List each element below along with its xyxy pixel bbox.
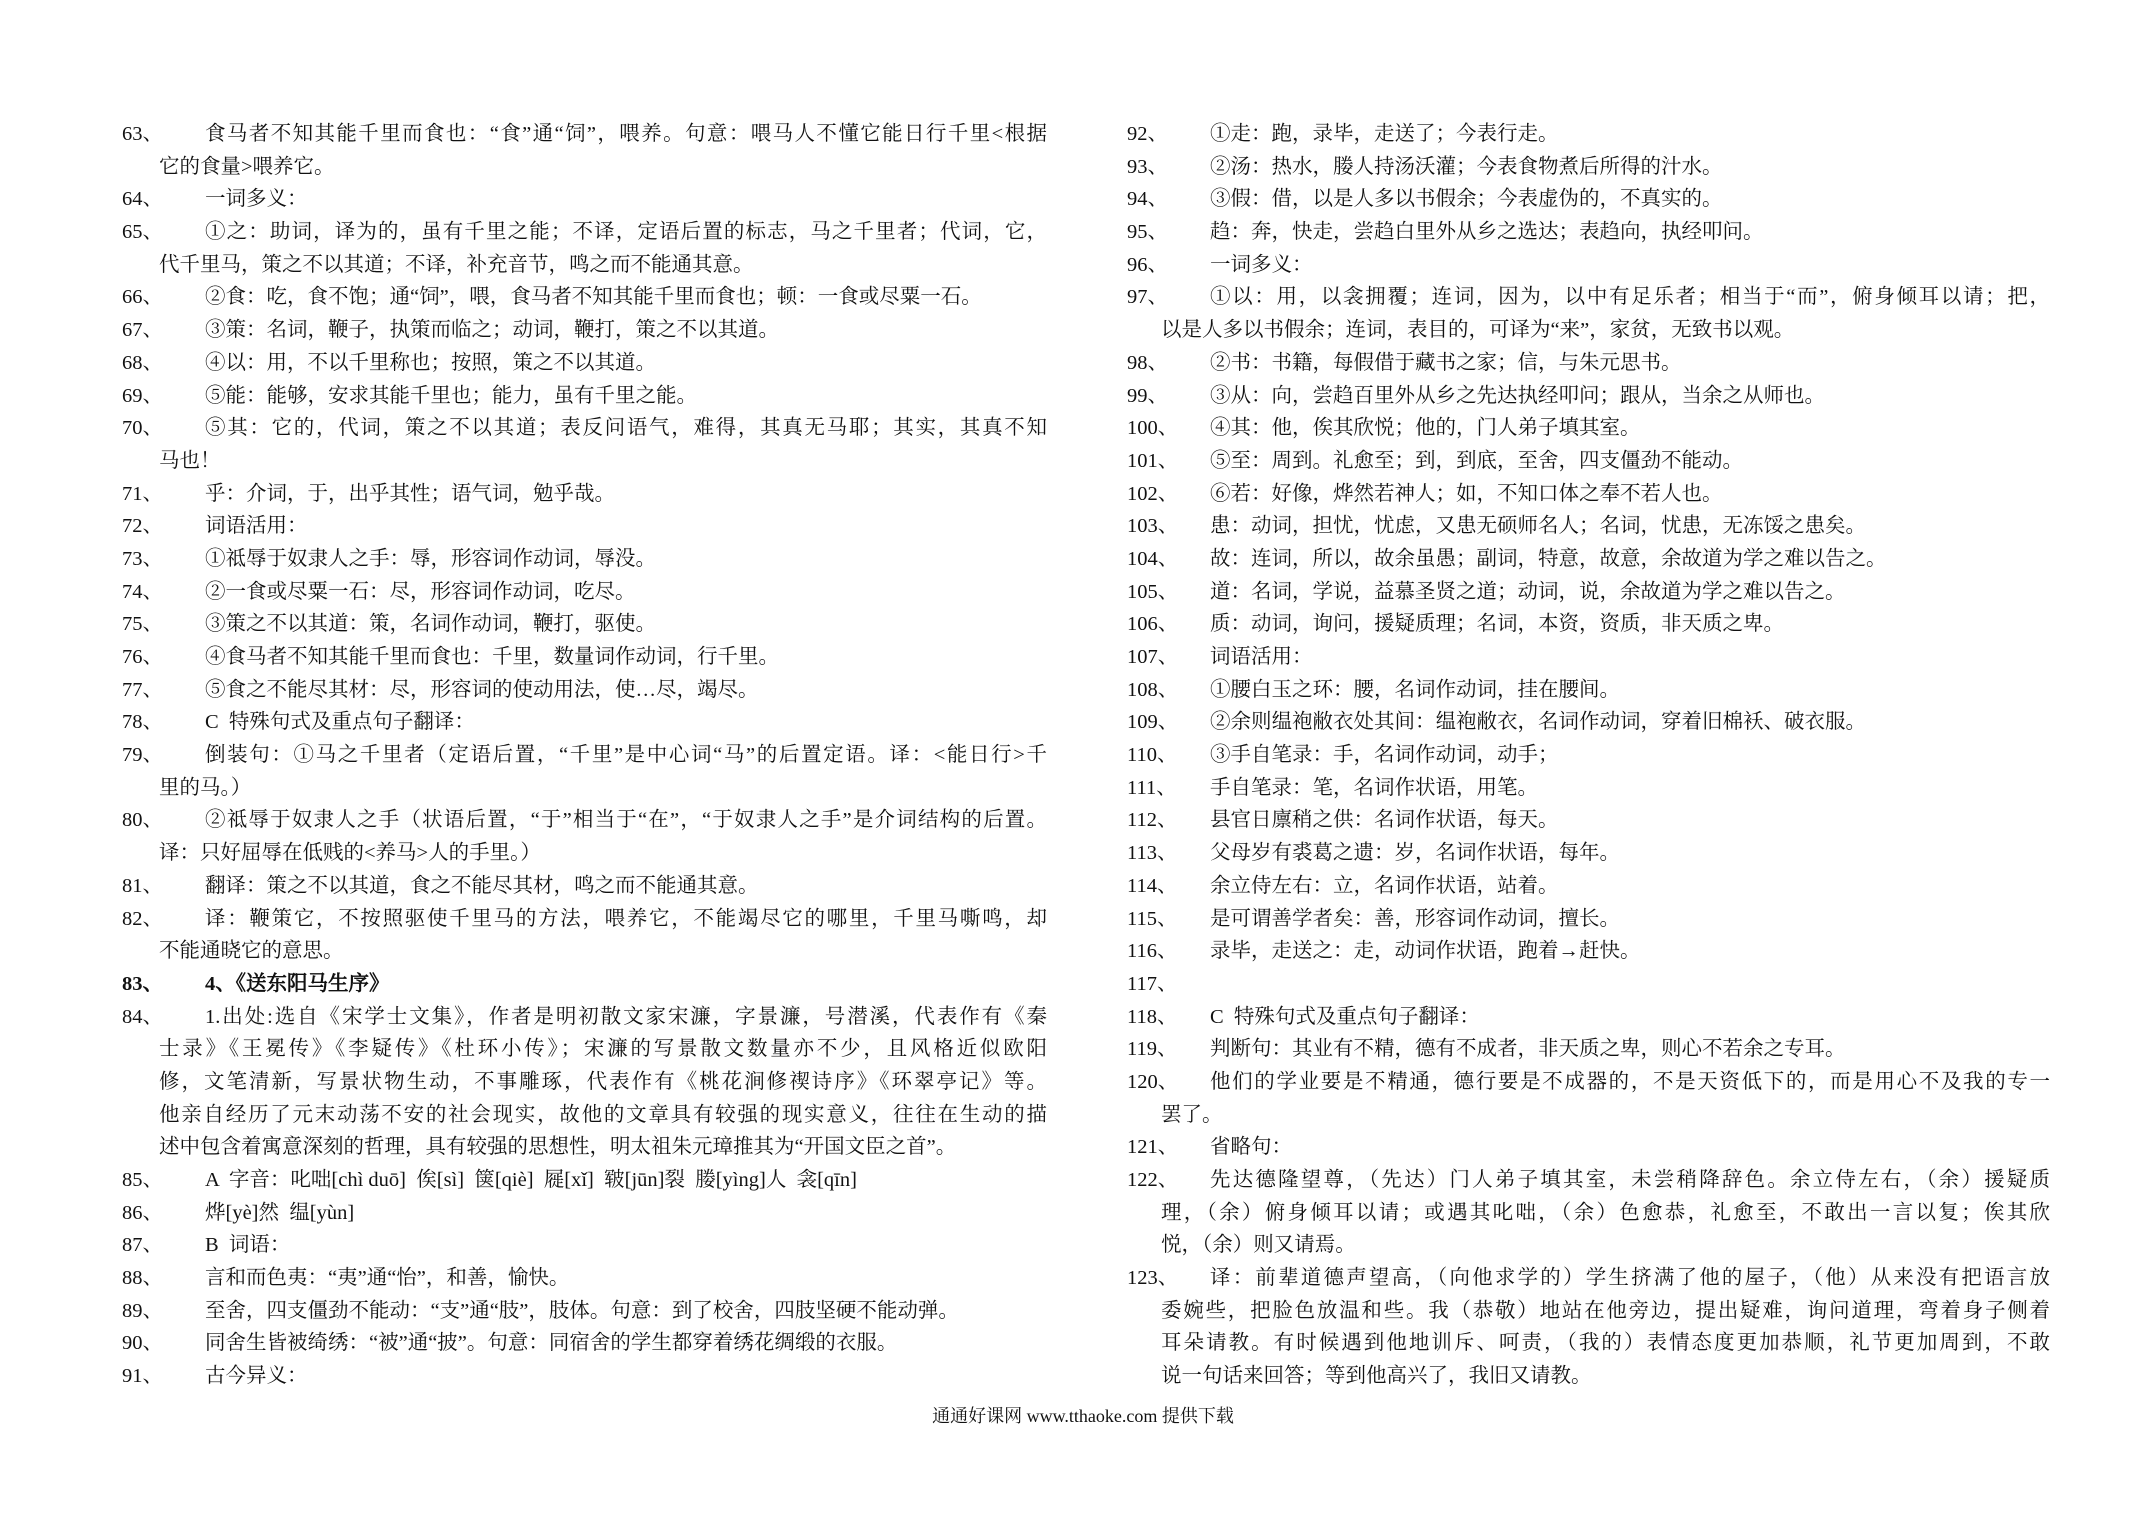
note-text-line: 父母岁有裘葛之遗：岁，名词作状语，每年。 xyxy=(1210,842,1620,865)
note-text-line: ③手自笔录：手，名词作动词，动手； xyxy=(1210,744,1559,767)
note-text-line: ④以：用，不以千里称也；按照，策之不以其道。 xyxy=(205,351,656,374)
note-entry xyxy=(122,380,1047,413)
note-text-line: 马也！ xyxy=(159,449,221,472)
note-entry xyxy=(1127,249,2050,282)
line-number: 78、 xyxy=(122,711,163,734)
line-number: 90、 xyxy=(122,1332,163,1355)
note-entry xyxy=(122,314,1047,347)
note-text-line: ①走：跑，录毕，走送了；今表行走。 xyxy=(1210,123,1559,145)
line-number: 121、 xyxy=(1127,1136,1179,1159)
note-text-line: 故：连词，所以，故余虽愚；副词，特意，故意，余故道为学之难以告之。 xyxy=(1210,547,1887,570)
line-number: 108、 xyxy=(1127,678,1179,701)
note-text-line xyxy=(1210,968,2050,1001)
line-number: 83、 xyxy=(122,972,163,995)
line-number: 104、 xyxy=(1127,547,1179,570)
note-entry xyxy=(122,1295,1047,1328)
line-number: 70、 xyxy=(122,417,163,440)
line-number: 73、 xyxy=(122,547,163,570)
note-text-line: ③假：借，以是人多以书假余；今表虚伪的，不真实的。 xyxy=(1210,188,1723,211)
line-number: 81、 xyxy=(122,874,163,897)
note-entry xyxy=(1127,576,2050,609)
note-entry xyxy=(1127,216,2050,249)
line-number: 69、 xyxy=(122,384,163,407)
section-heading xyxy=(122,968,1047,1001)
note-text-line: 士录》《王冕传》《李疑传》《杜环小传》；宋濂的写景散文数量亦不少，且风格近似欧阳 xyxy=(159,1038,1047,1061)
line-number: 122、 xyxy=(1127,1169,1179,1191)
note-entry xyxy=(1127,1164,2050,1262)
line-number: 103、 xyxy=(1127,515,1179,538)
note-text-line: 悦，（余）则又请焉。 xyxy=(1161,1234,1356,1257)
note-entry xyxy=(122,739,1047,804)
note-entry xyxy=(1127,870,2050,903)
note-text-line: 理，（余）俯身倾耳以请；或遇其叱咄，（余）色愈恭，礼愈至，不敢出一言以复；俟其欣 xyxy=(1161,1201,2050,1224)
line-number: 112、 xyxy=(1127,809,1178,832)
note-text-line: 述中包含着寓意深刻的哲理，具有较强的思想性，明太祖朱元璋推其为“开国文臣之首”。 xyxy=(159,1136,957,1159)
note-text-line: 余立侍左右：立，名词作状语，站着。 xyxy=(1210,874,1559,897)
note-text-line: 译：前辈道德声望高，（向他求学的）学生挤满了他的屋子，（他）从来没有把语言放 xyxy=(1210,1267,2050,1290)
note-text-line: B 词语： xyxy=(205,1234,291,1257)
line-number: 82、 xyxy=(122,907,163,930)
note-entry xyxy=(1127,968,2050,1001)
note-entry xyxy=(1127,445,2050,478)
note-entry xyxy=(1127,1131,2050,1164)
right-column xyxy=(1127,118,2050,1393)
line-number: 92、 xyxy=(1127,123,1168,145)
line-number: 105、 xyxy=(1127,580,1179,603)
note-entry xyxy=(1127,837,2050,870)
note-entry xyxy=(122,870,1047,903)
line-number: 88、 xyxy=(122,1267,163,1290)
note-entry xyxy=(1127,347,2050,380)
line-number: 115、 xyxy=(1127,907,1178,930)
line-number: 65、 xyxy=(122,221,163,244)
line-number: 109、 xyxy=(1127,711,1179,734)
note-text-line: 烨[yè]然 缊[yùn] xyxy=(205,1201,355,1224)
note-text-line: 他亲自经历了元末动荡不安的社会现实，故他的文章具有较强的现实意义，往往在生动的描 xyxy=(159,1103,1047,1126)
line-number: 101、 xyxy=(1127,449,1179,472)
line-number: 80、 xyxy=(122,809,163,832)
note-text-line: 道：名词，学说，益慕圣贤之道；动词，说，余故道为学之难以告之。 xyxy=(1210,580,1846,603)
note-entry xyxy=(1127,412,2050,445)
line-number: 99、 xyxy=(1127,384,1168,407)
note-entry xyxy=(122,903,1047,968)
note-text-line: 1.出处:选自《宋学士文集》，作者是明初散文家宋濂，字景濂，号潜溪，代表作有《秦 xyxy=(205,1005,1047,1028)
note-entry xyxy=(122,1164,1047,1197)
note-text-line: 说一句话来回答；等到他高兴了，我旧又请教。 xyxy=(1161,1365,1592,1388)
line-number: 85、 xyxy=(122,1169,163,1191)
note-entry xyxy=(1127,903,2050,936)
line-number: 102、 xyxy=(1127,482,1179,505)
note-entry xyxy=(122,1262,1047,1295)
note-entry xyxy=(122,1327,1047,1360)
note-text-line: 是可谓善学者矣：善，形容词作动词，擅长。 xyxy=(1210,907,1620,930)
note-text-line: 至舍，四支僵劲不能动：“支”通“肢”，肢体。句意：到了校舍，四肢坚硬不能动弹。 xyxy=(205,1299,959,1322)
line-number: 113、 xyxy=(1127,842,1178,865)
note-text-line: ②祗辱于奴隶人之手（状语后置，“于”相当于“在”，“于奴隶人之手”是介词结构的后置。 xyxy=(205,809,1047,832)
note-text-line: ①祗辱于奴隶人之手：辱，形容词作动词，辱没。 xyxy=(205,547,656,570)
note-text-line: 录毕，走送之：走，动词作状语，跑着→赶快。 xyxy=(1210,940,1641,963)
note-entry xyxy=(1127,674,2050,707)
note-text-line: 食马者不知其能千里而食也：“食”通“饲”，喂养。句意：喂马人不懂它能日行千里<根据 xyxy=(205,123,1047,145)
note-entry xyxy=(1127,641,2050,674)
note-text-line: 患：动词，担忧，忧虑，又患无硕师名人；名词，忧患，无冻馁之患矣。 xyxy=(1210,515,1866,538)
footer-source-credit: 通通好课网 www.tthaoke.com 提供下载 xyxy=(932,1406,1234,1426)
line-number: 66、 xyxy=(122,286,163,309)
note-text-line: 以是人多以书假余；连词，表目的，可译为“来”，家贫，无致书以观。 xyxy=(1161,319,1795,342)
note-entry xyxy=(122,510,1047,543)
note-entry xyxy=(122,641,1047,674)
note-text-line: 词语活用： xyxy=(205,515,308,538)
note-text-line: 4、《送东阳马生序》 xyxy=(205,972,390,995)
note-text-line: 古今异义： xyxy=(205,1365,308,1388)
note-text-line: A 字音：叱咄[chì duō] 俟[sì] 箧[qiè] 屣[xǐ] 皲[jūn]裂 媵[yìng]人 衾[qīn] xyxy=(205,1169,857,1191)
note-text-line: 趋：奔，快走，尝趋白里外从乡之选达；表趋向，执经叩问。 xyxy=(1210,221,1764,244)
note-text-line: ④其：他，俟其欣悦；他的，门人弟子填其室。 xyxy=(1210,417,1641,440)
line-number: 93、 xyxy=(1127,155,1168,178)
note-entry xyxy=(122,1197,1047,1230)
note-text-line: ②一食或尽粟一石：尽，形容词作动词，吃尽。 xyxy=(205,580,636,603)
note-entry xyxy=(122,1360,1047,1393)
note-text-line: ②余则缊袍敝衣处其间：缊袍敝衣，名词作动词，穿着旧棉袄、破衣服。 xyxy=(1210,711,1866,734)
note-text-line: 罢了。 xyxy=(1161,1103,1223,1126)
note-entry xyxy=(122,118,1047,183)
note-entry xyxy=(1127,739,2050,772)
note-text-line: 质：动词，询问，援疑质理；名词，本资，资质，非天质之卑。 xyxy=(1210,613,1784,636)
note-entry xyxy=(1127,380,2050,413)
line-number: 114、 xyxy=(1127,874,1178,897)
line-number: 120、 xyxy=(1127,1070,1179,1093)
line-number: 79、 xyxy=(122,744,163,767)
note-entry xyxy=(1127,772,2050,805)
note-text-line: 委婉些，把脸色放温和些。我（恭敬）地站在他旁边，提出疑难，询问道理，弯着身子侧着 xyxy=(1161,1299,2050,1322)
note-text-line: ③策：名词，鞭子，执策而临之；动词，鞭打，策之不以其道。 xyxy=(205,319,779,342)
note-entry xyxy=(1127,608,2050,641)
line-number: 68、 xyxy=(122,351,163,374)
line-number: 94、 xyxy=(1127,188,1168,211)
note-entry xyxy=(1127,118,2050,151)
note-text-line: 译：鞭策它，不按照驱使千里马的方法，喂养它，不能竭尽它的哪里，千里马嘶鸣，却 xyxy=(205,907,1047,930)
note-text-line: 词语活用： xyxy=(1210,646,1313,668)
line-number: 95、 xyxy=(1127,221,1168,244)
note-entry xyxy=(1127,281,2050,346)
note-text-line: C 特殊句式及重点句子翻译： xyxy=(1210,1005,1480,1028)
note-text-line: ③策之不以其道：策，名词作动词，鞭打，驱使。 xyxy=(205,613,656,636)
note-text-line: 判断句：其业有不精，德有不成者，非天质之卑，则心不若余之专耳。 xyxy=(1210,1038,1846,1061)
note-entry xyxy=(1127,543,2050,576)
line-number: 84、 xyxy=(122,1005,163,1028)
note-text-line: ②汤：热水，媵人持汤沃灌；今表食物煮后所得的汁水。 xyxy=(1210,155,1723,178)
line-number: 64、 xyxy=(122,188,163,211)
note-text-line: ⑤食之不能尽其材：尽，形容词的使动用法，使…尽，竭尽。 xyxy=(205,678,759,701)
line-number: 123、 xyxy=(1127,1267,1179,1290)
note-text-line: 一词多义： xyxy=(1210,253,1313,276)
line-number: 74、 xyxy=(122,580,163,603)
line-number: 106、 xyxy=(1127,613,1179,636)
note-text-line: 言和而色夷：“夷”通“怡”，和善，愉快。 xyxy=(205,1267,570,1290)
line-number: 110、 xyxy=(1127,744,1178,767)
note-entry xyxy=(122,674,1047,707)
note-text-line: ③从：向，尝趋百里外从乡之先达执经叩问；跟从，当余之从师也。 xyxy=(1210,384,1825,407)
note-text-line: 不能通晓它的意思。 xyxy=(159,940,344,963)
note-text-line: 县官日廪稍之供：名词作状语，每天。 xyxy=(1210,809,1559,832)
note-entry xyxy=(1127,510,2050,543)
note-entry xyxy=(122,804,1047,869)
note-entry xyxy=(122,1001,1047,1164)
note-text-line: ①之：助词，译为的，虽有千里之能；不译，定语后置的标志，马之千里者；代词，它， xyxy=(205,221,1047,244)
note-entry xyxy=(122,1229,1047,1262)
line-number: 98、 xyxy=(1127,351,1168,374)
line-number: 87、 xyxy=(122,1234,163,1257)
line-number: 71、 xyxy=(122,482,163,505)
note-text-line: 手自笔录：笔，名词作状语，用笔。 xyxy=(1210,776,1538,799)
note-text-line: ④食马者不知其能千里而食也：千里，数量词作动词，行千里。 xyxy=(205,646,779,668)
note-entry xyxy=(1127,1262,2050,1393)
note-entry xyxy=(122,608,1047,641)
line-number: 117、 xyxy=(1127,972,1178,995)
note-text-line: 同舍生皆被绮绣：“被”通“披”。句意：同宿舍的学生都穿着绣花绸缎的衣服。 xyxy=(205,1332,898,1355)
line-number: 89、 xyxy=(122,1299,163,1322)
line-number: 118、 xyxy=(1127,1005,1178,1028)
line-number: 111、 xyxy=(1127,776,1177,799)
note-entry xyxy=(122,281,1047,314)
note-entry xyxy=(122,543,1047,576)
note-text-line: ①腰白玉之环：腰，名词作动词，挂在腰间。 xyxy=(1210,678,1620,701)
note-text-line: ⑤能：能够，安求其能千里也；能力，虽有千里之能。 xyxy=(205,384,697,407)
line-number: 77、 xyxy=(122,678,163,701)
note-entry xyxy=(122,347,1047,380)
line-number: 97、 xyxy=(1127,286,1168,309)
note-text-line: 代千里马，策之不以其道；不译，补充音节，鸣之而不能通其意。 xyxy=(159,253,754,276)
note-text-line: 修，文笔清新，写景状物生动，不事雕琢，代表作有《桃花涧修禊诗序》《环翠亭记》等。 xyxy=(159,1070,1047,1093)
note-text-line: 一词多义： xyxy=(205,188,308,211)
note-entry xyxy=(122,478,1047,511)
note-text-line: ⑤其：它的，代词，策之不以其道；表反问语气，难得，其真无马耶；其实，其真不知 xyxy=(205,417,1047,440)
note-entry xyxy=(122,412,1047,477)
note-entry xyxy=(122,576,1047,609)
line-number: 116、 xyxy=(1127,940,1178,963)
note-text-line: 乎：介词，于，出乎其性；语气词，勉乎哉。 xyxy=(205,482,615,505)
line-number: 72、 xyxy=(122,515,163,538)
line-number: 76、 xyxy=(122,646,163,668)
note-text-line: C 特殊句式及重点句子翻译： xyxy=(205,711,475,734)
note-entry xyxy=(1127,935,2050,968)
line-number: 75、 xyxy=(122,613,163,636)
line-number: 63、 xyxy=(122,123,163,145)
note-text-line: 它的食量>喂养它。 xyxy=(159,155,335,178)
note-entry xyxy=(1127,706,2050,739)
note-entry xyxy=(1127,1033,2050,1066)
line-number: 91、 xyxy=(122,1365,163,1388)
note-text-line: ①以：用，以衾拥覆；连词，因为，以中有足乐者；相当于“而”，俯身倾耳以请；把， xyxy=(1210,286,2050,309)
note-entry xyxy=(1127,183,2050,216)
note-text-line: 翻译：策之不以其道，食之不能尽其材，鸣之而不能通其意。 xyxy=(205,874,759,897)
note-text-line: 耳朵请教。有时候遇到他地训斥、呵责，（我的）表情态度更加恭顺，礼节更加周到，不敢 xyxy=(1161,1332,2050,1355)
line-number: 96、 xyxy=(1127,253,1168,276)
note-text-line: 译：只好屈辱在低贱的<养马>人的手里。） xyxy=(159,842,541,865)
line-number: 86、 xyxy=(122,1201,163,1224)
note-entry xyxy=(1127,1001,2050,1034)
note-entry xyxy=(1127,151,2050,184)
note-text-line: 里的马。） xyxy=(159,776,252,799)
note-text-line: 省略句： xyxy=(1210,1136,1292,1159)
line-number: 107、 xyxy=(1127,646,1179,668)
line-number: 100、 xyxy=(1127,417,1179,440)
note-entry xyxy=(1127,478,2050,511)
note-text-line: ⑥若：好像，烨然若神人；如，不知口体之奉不若人也。 xyxy=(1210,482,1723,505)
note-entry xyxy=(1127,804,2050,837)
line-number: 67、 xyxy=(122,319,163,342)
note-entry xyxy=(122,183,1047,216)
note-text-line: 先达德隆望尊，（先达）门人弟子填其室，未尝稍降辞色。余立侍左右，（余）援疑质 xyxy=(1210,1169,2050,1191)
line-number: 119、 xyxy=(1127,1038,1178,1061)
note-text-line: ②书：书籍，每假借于藏书之家；信，与朱元思书。 xyxy=(1210,351,1682,374)
note-text-line: ②食：吃，食不饱；通“饲”，喂，食马者不知其能千里而食也；顿：一食或尽粟一石。 xyxy=(205,286,982,309)
left-column xyxy=(122,118,1047,1393)
note-text-line: 倒装句：①马之千里者（定语后置，“千里”是中心词“马”的后置定语。译：<能日行>千 xyxy=(205,744,1047,767)
note-entry xyxy=(122,706,1047,739)
note-text-line: ⑤至：周到。礼愈至；到，到底，至舍，四支僵劲不能动。 xyxy=(1210,449,1743,472)
note-entry xyxy=(122,216,1047,281)
note-text-line: 他们的学业要是不精通，德行要是不成器的，不是天资低下的，而是用心不及我的专一 xyxy=(1210,1070,2050,1093)
note-entry xyxy=(1127,1066,2050,1131)
